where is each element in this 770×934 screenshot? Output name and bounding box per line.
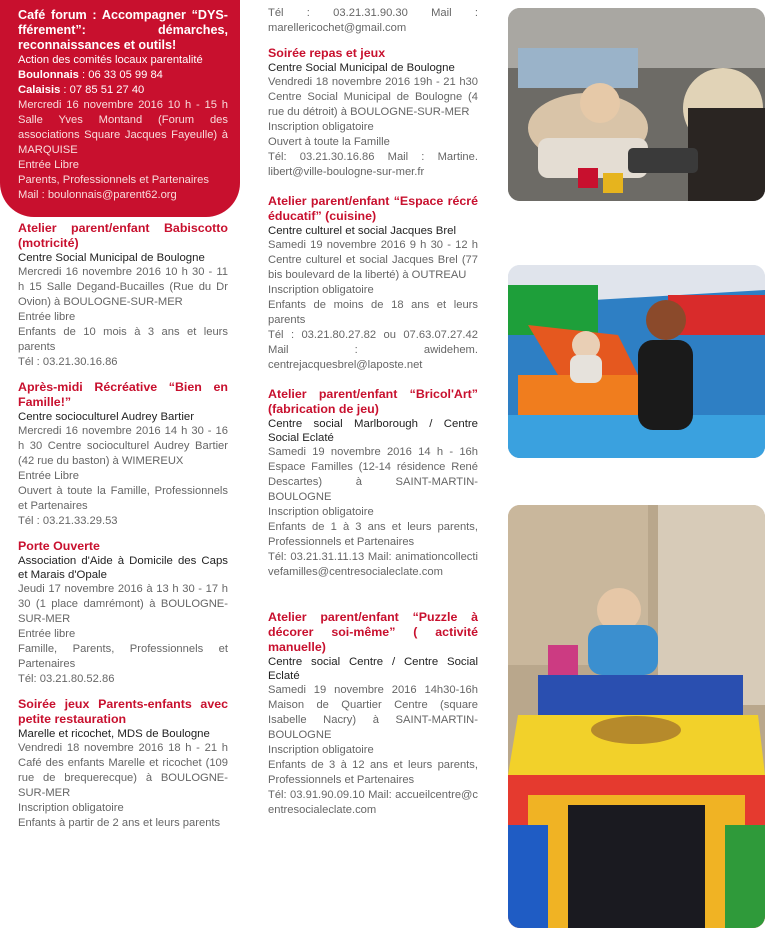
event-soiree-repas — [268, 46, 478, 180]
featured-event-card — [0, 0, 240, 217]
event-contact: Tél: 03.21.31.11.13 Mail: animationcollectivefamilles@centresocialeclate.com — [268, 551, 478, 578]
event-organizer: Centre social Marlborough / Centre Social Eclaté — [268, 418, 478, 444]
photo-child-crawling-tunnel — [508, 505, 765, 928]
event-title: Atelier parent/enfant “Bricol'Art” (fabrication de jeu) — [268, 387, 478, 416]
event-detail: Enfants de moins de 18 ans et leurs parents — [268, 299, 478, 326]
event-detail: Inscription obligatoire — [268, 121, 374, 133]
event-detail: Samedi 19 novembre 2016 14 h - 16h Espace Familles (12-14 résidence René Descartes) à SAINT-MARTIN-BOULOGNE — [268, 446, 478, 503]
featured-event-subtitle: Action des comités locaux parentalité — [18, 54, 203, 66]
event-bricolart — [268, 387, 478, 580]
column-left — [0, 0, 240, 841]
contact-phone: : 06 33 05 99 84 — [78, 69, 163, 81]
event-puzzle — [268, 610, 478, 818]
event-detail: Mercredi 16 novembre 2016 14 h 30 - 16 h 30 Centre socioculturel Audrey Bartier (42 rue du baston) à WIMEREUX — [18, 425, 228, 467]
event-detail: Enfants de 1 à 3 ans et leurs parents, Professionnels et Partenaires — [268, 521, 478, 548]
event-detail: Mercredi 16 novembre 2016 10 h 30 - 11 h 15 Salle Degand-Bucailles (Rue du Dr Ovion) à BOULOGNE-SUR-MER — [18, 266, 228, 308]
event-title: Après-midi Récréative “Bien en Famille!” — [18, 380, 228, 409]
event-porte-ouverte — [0, 539, 228, 687]
event-detail: Inscription obligatoire — [268, 744, 374, 756]
event-title: Atelier parent/enfant Babiscotto (motricité) — [18, 221, 228, 250]
event-detail: Entrée libre — [18, 628, 76, 640]
event-contact: Tél : 03.21.31.90.30 Mail : marellericochet@gmail.com — [268, 7, 478, 34]
event-title: Atelier parent/enfant “Puzzle à décorer soi-même” ( activité manuelle) — [268, 610, 478, 654]
event-title: Atelier parent/enfant “Espace récré éducatif” (cuisine) — [268, 194, 478, 223]
event-contact: Tél: 03.21.30.16.86 Mail : Martine. libert@ville-boulogne-sur-mer.fr — [268, 151, 478, 178]
photo-parent-child-play — [508, 8, 765, 201]
event-contact: Tél : 03.21.33.29.53 — [18, 515, 118, 527]
event-organizer: Centre social Centre / Centre Social Eclaté — [268, 656, 478, 682]
event-apres-midi-recreative — [0, 380, 228, 529]
event-organizer: Centre socioculturel Audrey Bartier — [18, 411, 195, 423]
event-detail: Ouvert à toute la Famille, Professionnels et Partenaires — [18, 485, 228, 512]
event-organizer: Centre Social Municipal de Boulogne — [18, 252, 205, 264]
event-title: Soirée repas et jeux — [268, 46, 386, 60]
event-detail: Inscription obligatoire — [18, 802, 124, 814]
event-organizer: Centre Social Municipal de Boulogne — [268, 62, 455, 74]
column-middle — [268, 6, 478, 828]
event-organizer: Centre culturel et social Jacques Brel — [268, 225, 457, 237]
event-detail: Entrée Libre — [18, 470, 79, 482]
event-organizer: Marelle et ricochet, MDS de Boulogne — [18, 728, 210, 740]
event-detail: Entrée libre — [18, 311, 76, 323]
featured-contact-boulonnais — [18, 68, 228, 83]
photo-child-on-slide — [508, 265, 765, 458]
event-contact: Tél : 03.21.30.16.86 — [18, 356, 118, 368]
event-organizer: Association d'Aide à Domicile des Caps et Marais d'Opale — [18, 555, 228, 581]
event-detail: Jeudi 17 novembre 2016 à 13 h 30 - 17 h 30 (1 place damrémont) à BOULOGNE-SUR-MER — [18, 583, 228, 625]
event-detail: Enfants à partir de 2 ans et leurs parents — [18, 817, 221, 829]
event-detail: Vendredi 18 novembre 2016 18 h - 21 h Café des enfants Marelle et ricochet (109 rue de brequerecque) à BOULOGNE-SUR-MER — [18, 742, 228, 799]
event-detail: Mercredi 16 novembre 2016 10 h - 15 h Salle Yves Montand (Forum des associations Square Jacques Fayeulle) à MARQUISE — [18, 99, 228, 156]
contact-label: Calaisis — [18, 84, 61, 96]
event-contact: Tél : 03.21.80.27.82 ou 07.63.07.27.42 Mail : awidehem. centrejacquesbrel@laposte.net — [268, 329, 478, 371]
event-soiree-jeux-continued — [268, 6, 478, 36]
contact-label: Boulonnais — [18, 69, 79, 81]
event-detail: Enfants de 10 mois à 3 ans et leurs parents — [18, 326, 228, 353]
featured-event-title: Café forum : Accompagner “DYS-fférement”: démarches, reconnaissances et outils! — [18, 8, 228, 52]
event-detail: Enfants de 3 à 12 ans et leurs parents, Professionnels et Partenaires — [268, 759, 478, 786]
featured-contact-calaisis — [18, 83, 228, 98]
event-detail: Entrée Libre — [18, 159, 79, 171]
event-contact: Tél: 03.21.80.52.86 — [18, 673, 115, 685]
event-title: Soirée jeux Parents-enfants avec petite restauration — [18, 697, 228, 726]
event-detail: Inscription obligatoire — [268, 284, 374, 296]
event-title: Porte Ouverte — [18, 539, 100, 553]
event-espace-recre — [268, 194, 478, 373]
event-babiscotto — [0, 221, 228, 370]
event-detail: Samedi 19 novembre 2016 9 h 30 - 12 h Centre culturel et social Jacques Brel (77 bis boulevard de la liberté) à OUTREAU — [268, 239, 478, 281]
event-detail: Famille, Parents, Professionnels et Partenaires — [18, 643, 228, 670]
event-detail: Samedi 19 novembre 2016 14h30-16h Maison de Quartier Centre (square Isabelle Nacry) à SAINT-MARTIN-BOULOGNE — [268, 684, 478, 741]
event-detail: Inscription obligatoire — [268, 506, 374, 518]
contact-phone: : 07 85 51 27 40 — [60, 84, 145, 96]
event-detail: Vendredi 18 novembre 2016 19h - 21 h30 Centre Social Municipal de Boulogne (4 rue du détroit) à BOULOGNE-SUR-MER — [268, 76, 478, 118]
event-detail: Parents, Professionnels et Partenaires — [18, 174, 209, 186]
event-contact: Tél: 03.91.90.09.10 Mail: accueilcentre@centresocialeclate.com — [268, 789, 478, 816]
event-soiree-jeux — [0, 697, 228, 831]
event-detail: Ouvert à toute la Famille — [268, 136, 390, 148]
event-email[interactable]: Mail : boulonnais@parent62.org — [18, 189, 177, 201]
